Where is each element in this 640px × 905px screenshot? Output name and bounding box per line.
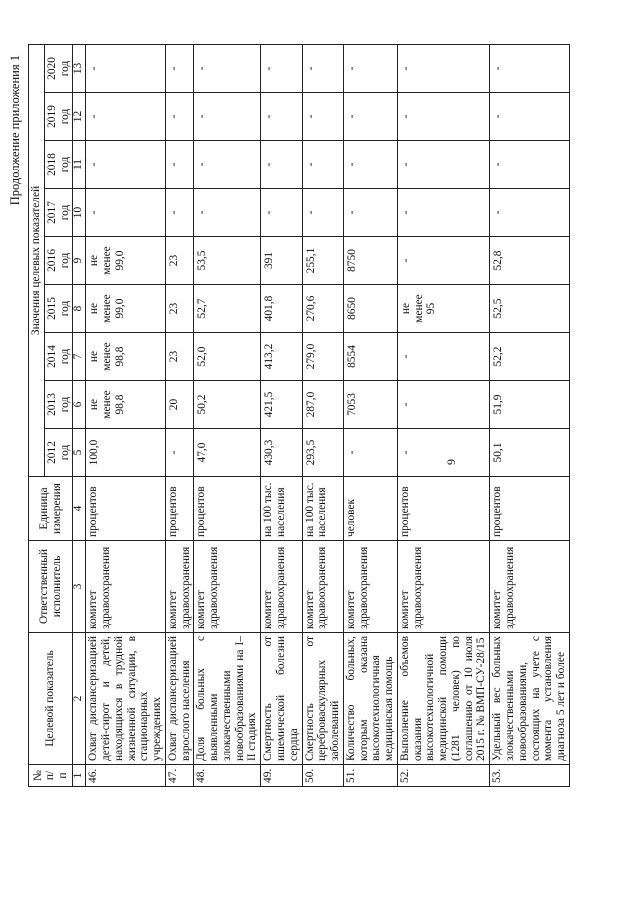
col-number: 5 <box>73 429 86 477</box>
year-value: - <box>194 44 261 92</box>
header-year: 2019 год <box>44 93 73 141</box>
unit-of-measure: процентов <box>86 477 166 541</box>
unit-of-measure: на 100 тыс. населения <box>302 477 343 541</box>
year-value: не менее 99,0 <box>86 285 166 333</box>
year-value: - <box>86 93 166 141</box>
year-value: 20 <box>165 381 194 429</box>
year-value: - <box>343 189 397 237</box>
year-value: 430,3 <box>261 429 302 477</box>
indicator-name: Охват диспансеризацией детей-сирот и детей, находящихся в трудной жизненной ситуации, в стационарных учреждениях <box>86 633 166 765</box>
year-value: - <box>261 189 302 237</box>
year-value: - <box>194 141 261 189</box>
year-value: - <box>490 189 570 237</box>
table-row <box>194 44 261 786</box>
year-value: не менее 99,0 <box>86 237 166 285</box>
year-value: - <box>86 189 166 237</box>
table-row <box>343 44 397 786</box>
row-number: 51. <box>343 765 397 787</box>
col-number: 8 <box>73 285 86 333</box>
col-number: 9 <box>73 237 86 285</box>
indicator-name: Смертность от ишемической болезни сердца <box>261 633 302 765</box>
header-year: 2014 год <box>44 333 73 381</box>
responsible-executor: комитет здравоохранения <box>261 541 302 633</box>
col-number: 13 <box>73 44 86 92</box>
year-value: 52,0 <box>194 333 261 381</box>
year-value: - <box>302 189 343 237</box>
year-value: - <box>261 93 302 141</box>
year-value: - <box>343 141 397 189</box>
year-value: 52,2 <box>490 333 570 381</box>
year-value: 8650 <box>343 285 397 333</box>
year-value: - <box>397 237 489 285</box>
year-value: 50,1 <box>490 429 570 477</box>
year-value: 23 <box>165 333 194 381</box>
unit-of-measure: процентов <box>397 477 489 541</box>
target-indicators-table <box>28 44 570 787</box>
year-value: - <box>165 189 194 237</box>
year-value: 293,5 <box>302 429 343 477</box>
row-number: 50. <box>302 765 343 787</box>
year-value: - <box>194 93 261 141</box>
year-value: - <box>86 141 166 189</box>
year-value: - <box>397 333 489 381</box>
responsible-executor: комитет здравоохранения <box>302 541 343 633</box>
header-year: 2015 год <box>44 285 73 333</box>
header-executor: Ответственный исполнитель <box>29 541 73 633</box>
header-year: 2013 год <box>44 381 73 429</box>
responsible-executor: комитет здравоохранения <box>397 541 489 633</box>
col-number: 2 <box>73 633 86 765</box>
year-value: 8750 <box>343 237 397 285</box>
row-number: 46. <box>86 765 166 787</box>
year-value: - <box>343 93 397 141</box>
header-num: № п/п <box>29 765 73 787</box>
indicator-name: Количество больных, которым оказана высокотехнологичная медицинская помощь <box>343 633 397 765</box>
responsible-executor: комитет здравоохранения <box>165 541 194 633</box>
year-value: - <box>165 141 194 189</box>
year-value: - <box>397 141 489 189</box>
year-value: 421,5 <box>261 381 302 429</box>
column-numbers-row <box>73 44 86 786</box>
year-value: - <box>165 93 194 141</box>
year-value: - <box>261 141 302 189</box>
year-value: 52,8 <box>490 237 570 285</box>
row-number: 47. <box>165 765 194 787</box>
year-value: 100,0 <box>86 429 166 477</box>
responsible-executor: комитет здравоохранения <box>86 541 166 633</box>
year-value: 279,0 <box>302 333 343 381</box>
unit-of-measure: процентов <box>194 477 261 541</box>
responsible-executor: комитет здравоохранения <box>343 541 397 633</box>
col-number: 12 <box>73 93 86 141</box>
page-number: 9 <box>444 459 458 465</box>
year-value: не менее 95 <box>397 285 489 333</box>
year-value: - <box>302 141 343 189</box>
col-number: 3 <box>73 541 86 633</box>
header-year: 2020 год <box>44 44 73 92</box>
year-value: - <box>490 44 570 92</box>
row-number: 53. <box>490 765 570 787</box>
year-value: 50,2 <box>194 381 261 429</box>
header-year: 2012 год <box>44 429 73 477</box>
year-value: 8554 <box>343 333 397 381</box>
table-row <box>86 44 166 786</box>
header-year: 2016 год <box>44 237 73 285</box>
year-value: 23 <box>165 237 194 285</box>
year-value: 401,8 <box>261 285 302 333</box>
header-unit: Единица измерения <box>29 477 73 541</box>
indicator-name: Доля больных с выявленными злокачественными новообразованиями на I–II стадиях <box>194 633 261 765</box>
header-year: 2018 год <box>44 141 73 189</box>
year-value: - <box>261 44 302 92</box>
table-row <box>490 44 570 786</box>
responsible-executor: комитет здравоохранения <box>490 541 570 633</box>
responsible-executor: комитет здравоохранения <box>194 541 261 633</box>
year-value: - <box>343 429 397 477</box>
col-number: 4 <box>73 477 86 541</box>
indicator-name: Охват диспансеризацией взрослого населения <box>165 633 194 765</box>
year-value: 270,6 <box>302 285 343 333</box>
year-value: 23 <box>165 285 194 333</box>
row-number: 49. <box>261 765 302 787</box>
col-number: 10 <box>73 189 86 237</box>
year-value: - <box>397 44 489 92</box>
year-value: 287,0 <box>302 381 343 429</box>
year-value: 53,5 <box>194 237 261 285</box>
year-value: 255,1 <box>302 237 343 285</box>
year-value: 52,7 <box>194 285 261 333</box>
year-value: - <box>302 44 343 92</box>
year-value: - <box>343 44 397 92</box>
year-value: - <box>397 381 489 429</box>
year-value: - <box>302 93 343 141</box>
indicator-name: Смертность от цереброваскулярных заболеваний <box>302 633 343 765</box>
table-row <box>397 44 489 786</box>
year-value: - <box>397 93 489 141</box>
year-value: 391 <box>261 237 302 285</box>
unit-of-measure: человек <box>343 477 397 541</box>
indicator-name: Выполнение объемов оказания высокотехнологичной медицинской помощи (1281 человек) по соглашению от 10 июля 2015 г. № ВМП-СУ-28/15 <box>397 633 489 765</box>
col-number: 11 <box>73 141 86 189</box>
table-row <box>165 44 194 786</box>
indicator-name: Удельный вес больных злокачественными новообразованиями, состоящих на учете с момента установления диагноза 5 лет и более <box>490 633 570 765</box>
year-value: - <box>397 189 489 237</box>
year-value: 52,5 <box>490 285 570 333</box>
unit-of-measure: процентов <box>490 477 570 541</box>
col-number: 1 <box>73 765 86 787</box>
continuation-label: Продолжение приложения 1 <box>8 55 22 206</box>
header-values-group: Значения целевых показателей <box>29 44 45 476</box>
year-value: 51,9 <box>490 381 570 429</box>
col-number: 6 <box>73 381 86 429</box>
year-value: - <box>194 189 261 237</box>
year-value: - <box>490 141 570 189</box>
table-row <box>261 44 302 786</box>
year-value: 47,0 <box>194 429 261 477</box>
row-number: 52. <box>397 765 489 787</box>
year-value: 7053 <box>343 381 397 429</box>
year-value: - <box>86 44 166 92</box>
year-value: не менее 98,8 <box>86 333 166 381</box>
year-value: - <box>165 44 194 92</box>
header-indicator: Целевой показатель <box>29 633 73 765</box>
header-year: 2017 год <box>44 189 73 237</box>
year-value: не менее 98,8 <box>86 381 166 429</box>
col-number: 7 <box>73 333 86 381</box>
year-value: - <box>490 93 570 141</box>
unit-of-measure: процентов <box>165 477 194 541</box>
unit-of-measure: на 100 тыс. населения <box>261 477 302 541</box>
row-number: 48. <box>194 765 261 787</box>
year-value: - <box>397 429 489 477</box>
table-row <box>302 44 343 786</box>
year-value: 413,2 <box>261 333 302 381</box>
year-value: - <box>165 429 194 477</box>
